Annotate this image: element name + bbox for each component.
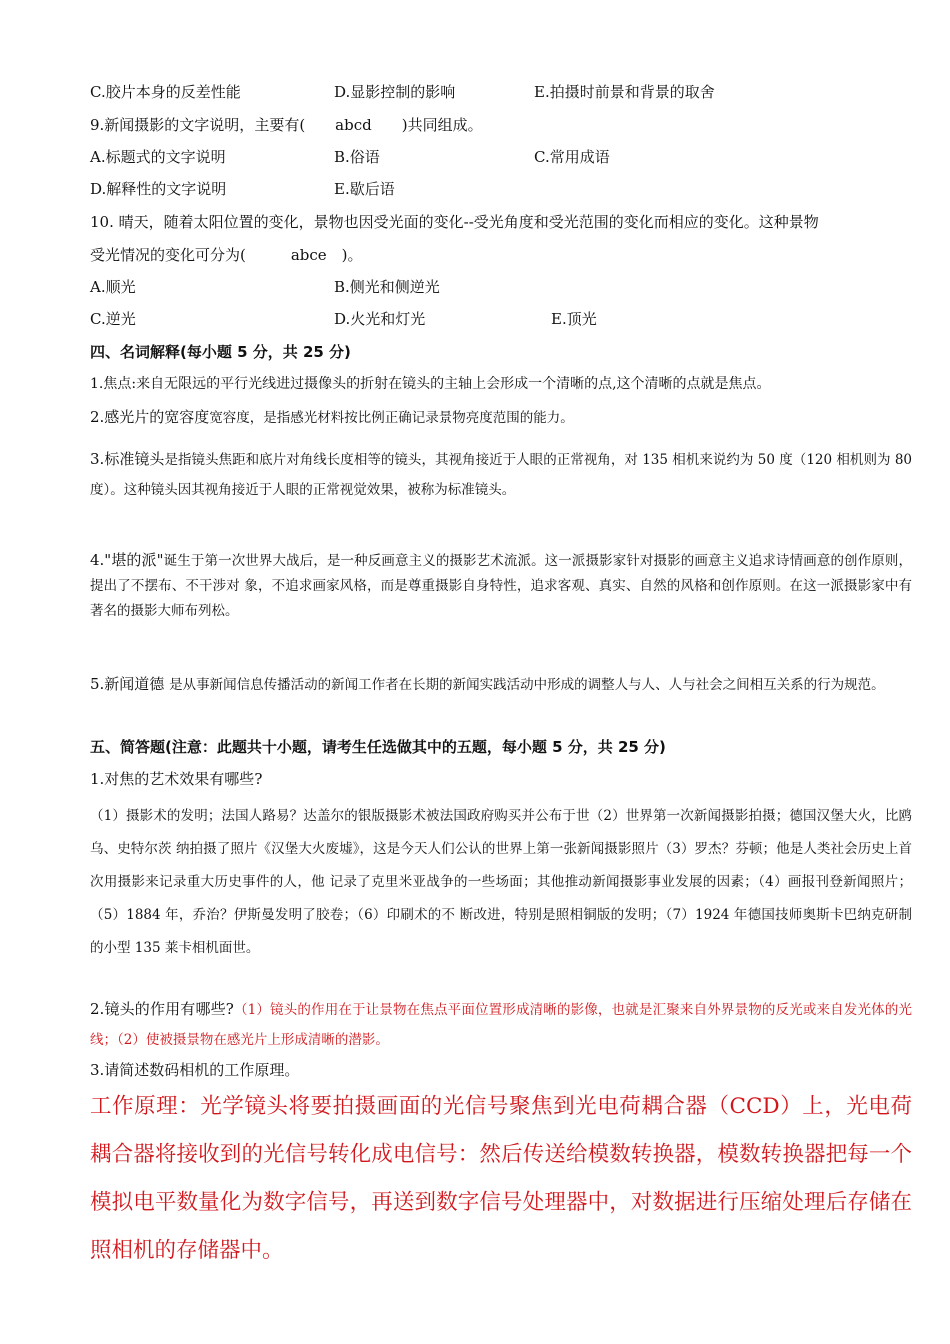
q9-option-d: D.解释性的文字说明 <box>90 180 227 198</box>
item3-definition: 是指镜头焦距和底片对角线长度相等的镜头，其视角接近于人眼的正常视角，对 135 相机来说约为 50 度（120 相机则为 80 度）。这种镜头因其视角接近于人眼的正常视觉效果，被称为标准镜头。 <box>90 452 913 498</box>
section4-item1: 1.焦点:来自无限远的平行光线进过摄像头的折射在镜头的主轴上会形成一个清晰的点,这个清晰的点就是焦点。 <box>90 376 771 392</box>
section5-item2 <box>90 994 912 1055</box>
q10-stem-line2: 受光情况的变化可分为( abce )。 <box>90 246 363 264</box>
item5-term: 5.新闻道德 <box>90 675 170 693</box>
item4-definition: 诞生于第一次世界大战后，是一种反画意主义的摄影艺术流派。这一派摄影家针对摄影的画意主义追求诗情画意的创作原则，提出了不摆布、不干涉对 象，不追求画家风格，而是尊重摄影自身特性，追求客观、真实、自然的风格和创作原则。在这一派摄影家中有著名的摄影大师布列松。 <box>90 553 912 619</box>
section5-answer3: 工作原理：光学镜头将要拍摄画面的光信号聚焦到光电荷耦合器（CCD）上，光电荷耦合器将接收到的光信号转化成电信号：然后传送给模数转换器，模数转换器把每一个模拟电平数量化为数字信号，再送到数字信号处理器中，对数据进行压缩处理后存储在照相机的存储器中。 <box>90 1094 912 1263</box>
item4-term: 4."堪的派" <box>90 551 164 569</box>
item2-term: 2.感光片的宽容度 <box>90 408 210 426</box>
q10-option-e: E.顶光 <box>551 310 597 328</box>
q10-stem-line1: 10. 晴天，随着太阳位置的变化，景物也因受光面的变化--受光角度和受光范围的变化而相应的变化。这种景物 <box>90 213 819 231</box>
section5-answer1: （1）摄影术的发明；法国人路易？达盖尔的银版摄影术被法国政府购买并公布于世（2）世界第一次新闻摄影拍摄；德国汉堡大火，比鸥乌、史特尔茨 纳拍摄了照片《汉堡大火废墟》，这是今天人们公认的世界上第一张新闻摄影照片（3）罗杰？芬顿；他是人类社会历史上首次用摄影来记录重大历史事件的人，他 记录了克里米亚战争的一些场面；其他推动新闻摄影事业发展的因素；（4）画报刊登新闻照片；（5）1884 年，乔治？伊斯曼发明了胶卷；（6）印刷术的不 断改进，特别是照相铜版的发明；（7）1924 年德国技师奥斯卡巴纳克研制的小型 135 莱卡相机面世。 <box>90 808 912 956</box>
q9-option-a: A.标题式的文字说明 <box>90 148 226 166</box>
q8-option-e: E.拍摄时前景和背景的取舍 <box>534 83 715 101</box>
item3-term: 3.标准镜头 <box>90 450 165 468</box>
section4-item4 <box>90 548 912 624</box>
q9-option-c: C.常用成语 <box>534 148 610 166</box>
section5-heading: 五、简答题(注意：此题共十小题，请考生任选做其中的五题，每小题 5 分，共 25 分) <box>90 738 666 756</box>
question2: 2.镜头的作用有哪些? <box>90 1000 234 1018</box>
q8-option-d: D.显影控制的影响 <box>334 83 456 101</box>
q8-option-c: C.胶片本身的反差性能 <box>90 83 241 101</box>
q10-option-d: D.火光和灯光 <box>334 310 426 328</box>
item5-definition: 是从事新闻信息传播活动的新闻工作者在长期的新闻实践活动中形成的调整人与人、人与社会之间相互关系的行为规范。 <box>169 677 885 693</box>
section4-item3 <box>90 444 912 505</box>
section4-item2 <box>90 407 910 428</box>
item2-definition: 宽容度，是指感光材料按比例正确记录景物亮度范围的能力。 <box>209 410 574 426</box>
q10-option-a: A.顺光 <box>90 278 136 296</box>
section5-question3: 3.请简述数码相机的工作原理。 <box>90 1061 300 1079</box>
section4-item5 <box>90 668 912 701</box>
section5-question1: 1.对焦的艺术效果有哪些? <box>90 770 263 788</box>
q10-option-c: C.逆光 <box>90 310 136 328</box>
q9-option-b: B.俗语 <box>334 148 380 166</box>
q9-stem: 9.新闻摄影的文字说明，主要有( abcd )共同组成。 <box>90 116 483 134</box>
q10-option-b: B.侧光和侧逆光 <box>334 278 440 296</box>
section4-heading: 四、名词解释(每小题 5 分，共 25 分) <box>90 343 351 361</box>
q9-option-e: E.歇后语 <box>334 180 395 198</box>
answer2: （1）镜头的作用在于让景物在焦点平面位置形成清晰的影像，也就是汇聚来自外界景物的反光或来自发光体的光线；（2）使被摄景物在感光片上形成清晰的潜影。 <box>90 1002 912 1048</box>
